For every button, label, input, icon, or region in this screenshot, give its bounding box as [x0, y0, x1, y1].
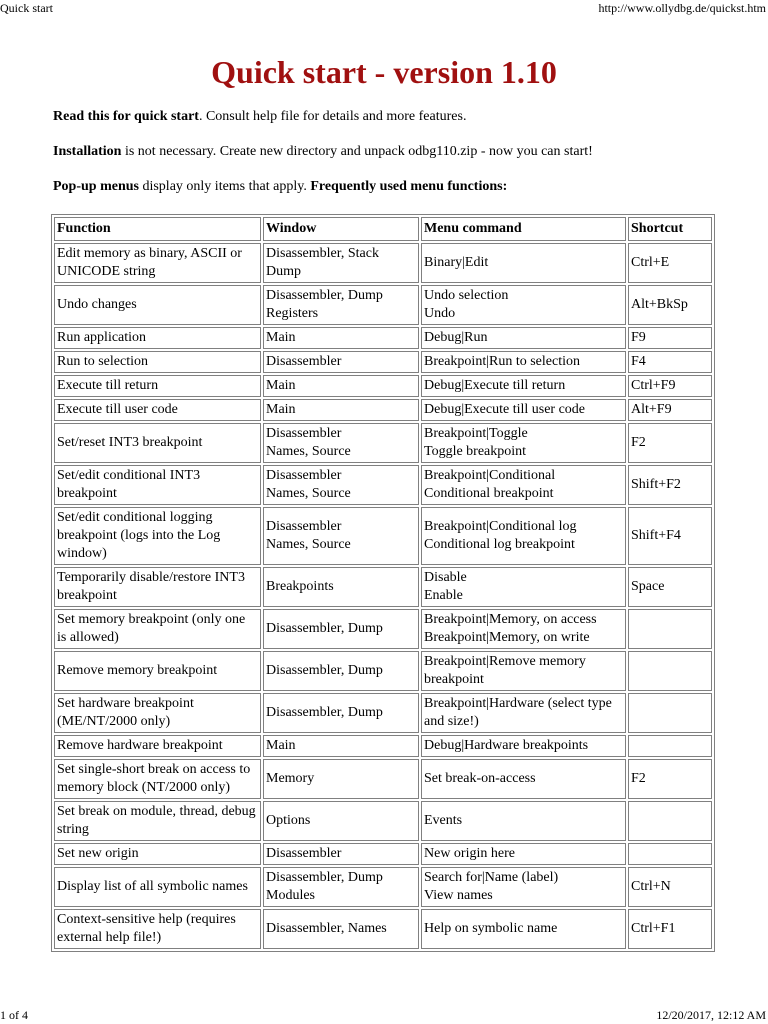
installation-text: is not necessary. Create new directory and unpack odbg110.zip - now you can start! [121, 144, 593, 159]
column-header-menu-command: Menu command [421, 217, 626, 241]
cell-window-line: Disassembler, Dump [266, 705, 383, 720]
intro-paragraph-popup-menus [53, 178, 507, 196]
cell-function: Temporarily disable/restore INT3 breakpoint [54, 567, 261, 607]
cell-window-line: Names, Source [266, 537, 351, 552]
cell-menu-command-line: Debug|Run [424, 330, 488, 345]
cell-window [263, 327, 419, 349]
frequent-functions-bold-text: Frequently used menu functions: [310, 179, 508, 194]
cell-window-line: Memory [266, 771, 315, 786]
cell-shortcut: F4 [628, 351, 712, 373]
print-header-title: Quick start [0, 1, 53, 15]
cell-window [263, 243, 419, 283]
cell-window-line: Options [266, 813, 311, 828]
cell-shortcut: Ctrl+F9 [628, 375, 712, 397]
table-row [54, 609, 712, 649]
cell-shortcut [628, 609, 712, 649]
cell-window [263, 351, 419, 373]
cell-menu-command-line: Conditional log breakpoint [424, 537, 575, 552]
cell-window-line: Disassembler [266, 468, 342, 483]
table-row [54, 351, 712, 373]
cell-window [263, 801, 419, 841]
cell-menu-command [421, 351, 626, 373]
cell-window [263, 843, 419, 865]
cell-shortcut [628, 651, 712, 691]
popup-bold-text: Pop-up menus [53, 179, 139, 194]
table-row [54, 867, 712, 907]
cell-window [263, 507, 419, 565]
cell-function: Display list of all symbolic names [54, 867, 261, 907]
cell-shortcut: Alt+F9 [628, 399, 712, 421]
cell-window-line: Main [266, 330, 296, 345]
cell-window-line: Disassembler, Dump [266, 288, 383, 303]
table-row [54, 759, 712, 799]
installation-bold-text: Installation [53, 144, 122, 159]
cell-menu-command [421, 693, 626, 733]
intro-paragraph-installation [53, 143, 593, 161]
cell-menu-command-line: Undo [424, 306, 456, 321]
cell-menu-command [421, 759, 626, 799]
cell-menu-command-line: Breakpoint|Run to selection [424, 354, 580, 369]
table-row [54, 801, 712, 841]
cell-menu-command [421, 327, 626, 349]
cell-function: Set memory breakpoint (only one is allowed) [54, 609, 261, 649]
cell-function: Set/reset INT3 breakpoint [54, 423, 261, 463]
cell-window-line: Names, Source [266, 444, 351, 459]
intro-bold-text: Read this for quick start [53, 109, 199, 124]
cell-window [263, 651, 419, 691]
cell-window [263, 609, 419, 649]
cell-function: Run to selection [54, 351, 261, 373]
cell-menu-command-line: Events [424, 813, 463, 828]
cell-menu-command-line: Breakpoint|Remove memory breakpoint [424, 654, 586, 687]
cell-function: Set/edit conditional logging breakpoint (logs into the Log window) [54, 507, 261, 565]
cell-window [263, 567, 419, 607]
column-header-window: Window [263, 217, 419, 241]
cell-menu-command-line: Conditional breakpoint [424, 486, 554, 501]
cell-menu-command [421, 909, 626, 949]
cell-shortcut [628, 801, 712, 841]
cell-window [263, 759, 419, 799]
cell-menu-command [421, 735, 626, 757]
cell-menu-command-line: Debug|Hardware breakpoints [424, 738, 589, 753]
cell-window [263, 693, 419, 733]
cell-window [263, 465, 419, 505]
cell-menu-command [421, 567, 626, 607]
table-row [54, 375, 712, 397]
cell-menu-command-line: Enable [424, 588, 463, 603]
cell-window-line: Disassembler [266, 426, 342, 441]
column-header-function: Function [54, 217, 261, 241]
cell-menu-command-line: Toggle breakpoint [424, 444, 527, 459]
cell-shortcut [628, 693, 712, 733]
cell-menu-command-line: Breakpoint|Memory, on access [424, 612, 597, 627]
cell-menu-command [421, 465, 626, 505]
cell-shortcut: Ctrl+E [628, 243, 712, 283]
cell-shortcut: Shift+F2 [628, 465, 712, 505]
cell-menu-command [421, 399, 626, 421]
cell-menu-command [421, 243, 626, 283]
table-row [54, 567, 712, 607]
cell-menu-command-line: Breakpoint|Conditional log [424, 519, 577, 534]
cell-function: Set new origin [54, 843, 261, 865]
cell-window [263, 399, 419, 421]
table-row [54, 285, 712, 325]
cell-window-line: Registers [266, 306, 319, 321]
cell-window-line: Dump [266, 264, 301, 279]
cell-function: Undo changes [54, 285, 261, 325]
cell-menu-command [421, 375, 626, 397]
cell-menu-command-line: Breakpoint|Hardware (select type and size!) [424, 696, 612, 729]
cell-window-line: Disassembler, Dump [266, 870, 383, 885]
cell-menu-command-line: Breakpoint|Toggle [424, 426, 528, 441]
table-row [54, 423, 712, 463]
table-row [54, 465, 712, 505]
page-title: Quick start - version 1.10 [211, 54, 557, 90]
table-row [54, 507, 712, 565]
cell-function: Set break on module, thread, debug string [54, 801, 261, 841]
print-header-url: http://www.ollydbg.de/quickst.htm [598, 1, 766, 15]
table-row [54, 735, 712, 757]
cell-window-line: Modules [266, 888, 315, 903]
cell-function: Set/edit conditional INT3 breakpoint [54, 465, 261, 505]
cell-menu-command [421, 423, 626, 463]
cell-shortcut: F2 [628, 423, 712, 463]
cell-function: Execute till user code [54, 399, 261, 421]
table-row [54, 651, 712, 691]
cell-window-line: Disassembler, Stack [266, 246, 379, 261]
cell-window-line: Disassembler, Dump [266, 663, 383, 678]
cell-shortcut: Ctrl+F1 [628, 909, 712, 949]
cell-window-line: Names, Source [266, 486, 351, 501]
cell-menu-command-line: Breakpoint|Conditional [424, 468, 556, 483]
cell-menu-command-line: Set break-on-access [424, 771, 536, 786]
cell-shortcut [628, 735, 712, 757]
cell-menu-command-line: Debug|Execute till return [424, 378, 566, 393]
table-row [54, 243, 712, 283]
cell-function: Edit memory as binary, ASCII or UNICODE string [54, 243, 261, 283]
cell-window-line: Main [266, 738, 296, 753]
cell-window-line: Main [266, 378, 296, 393]
cell-window-line: Disassembler [266, 846, 342, 861]
cell-function: Set hardware breakpoint (ME/NT/2000 only) [54, 693, 261, 733]
menu-functions-table [51, 214, 715, 952]
cell-menu-command-line: Search for|Name (label) [424, 870, 559, 885]
table-row [54, 843, 712, 865]
cell-menu-command [421, 801, 626, 841]
cell-menu-command-line: Debug|Execute till user code [424, 402, 586, 417]
cell-window-line: Disassembler, Names [266, 921, 387, 936]
cell-window-line: Breakpoints [266, 579, 334, 594]
cell-function: Run application [54, 327, 261, 349]
cell-shortcut: Ctrl+N [628, 867, 712, 907]
cell-menu-command-line: View names [424, 888, 493, 903]
cell-shortcut: F2 [628, 759, 712, 799]
cell-menu-command [421, 843, 626, 865]
cell-menu-command [421, 867, 626, 907]
column-header-shortcut: Shortcut [628, 217, 712, 241]
cell-shortcut: Shift+F4 [628, 507, 712, 565]
cell-shortcut [628, 843, 712, 865]
cell-window [263, 375, 419, 397]
cell-shortcut: F9 [628, 327, 712, 349]
cell-menu-command-line: Disable [424, 570, 467, 585]
print-footer-timestamp: 12/20/2017, 12:12 AM [656, 1008, 766, 1022]
print-footer-page-count: 1 of 4 [0, 1008, 28, 1022]
cell-function: Remove memory breakpoint [54, 651, 261, 691]
popup-text: display only items that apply. [138, 179, 311, 194]
cell-menu-command-line: Breakpoint|Memory, on write [424, 630, 590, 645]
intro-text: . Consult help file for details and more features. [198, 109, 467, 124]
cell-shortcut: Alt+BkSp [628, 285, 712, 325]
cell-window [263, 909, 419, 949]
cell-menu-command-line: Binary|Edit [424, 255, 489, 270]
table-body [54, 243, 712, 949]
cell-function: Set single-short break on access to memory block (NT/2000 only) [54, 759, 261, 799]
cell-function: Context-sensitive help (requires external help file!) [54, 909, 261, 949]
cell-window [263, 735, 419, 757]
cell-window-line: Disassembler, Dump [266, 621, 383, 636]
cell-window [263, 285, 419, 325]
cell-menu-command-line: Help on symbolic name [424, 921, 558, 936]
cell-shortcut: Space [628, 567, 712, 607]
cell-function: Remove hardware breakpoint [54, 735, 261, 757]
cell-window-line: Main [266, 402, 296, 417]
intro-paragraph-quick-start [53, 108, 466, 126]
table-row [54, 693, 712, 733]
table-row [54, 909, 712, 949]
cell-menu-command [421, 285, 626, 325]
cell-menu-command-line: Undo selection [424, 288, 509, 303]
cell-window [263, 867, 419, 907]
cell-window [263, 423, 419, 463]
table-row [54, 327, 712, 349]
table-row [54, 399, 712, 421]
table-header-row [54, 217, 712, 241]
cell-menu-command-line: New origin here [424, 846, 515, 861]
cell-window-line: Disassembler [266, 519, 342, 534]
cell-menu-command [421, 507, 626, 565]
cell-menu-command [421, 651, 626, 691]
cell-menu-command [421, 609, 626, 649]
cell-window-line: Disassembler [266, 354, 342, 369]
cell-function: Execute till return [54, 375, 261, 397]
